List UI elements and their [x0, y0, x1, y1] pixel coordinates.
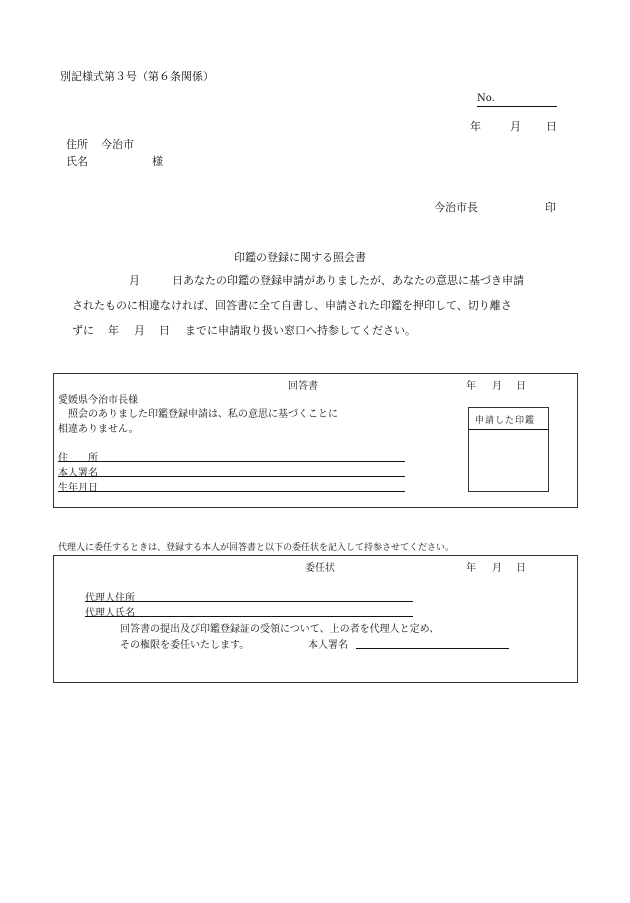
inquiry-line2: されたものに相違なければ、回答書に全て自書し、申請された印鑑を押印して、切り離さ	[72, 299, 512, 312]
proxy-form	[53, 555, 578, 683]
reply-addressee: 愛媛県今治市長様	[58, 395, 138, 406]
proxy-note: 代理人に委任するときは、登録する本人が回答書と以下の委任状を記入して持参させてください。	[58, 543, 455, 553]
proxy-date-month: 月	[492, 563, 502, 574]
proxy-signature-line	[356, 648, 509, 649]
recipient-address-label: 住所	[66, 138, 88, 151]
reply-field-address: 住 所	[58, 453, 98, 464]
reply-title: 回答書	[288, 381, 318, 392]
proxy-principal-signature: 本人署名	[308, 640, 348, 651]
reply-statement-line1: 照会のありました印鑑登録申請は、私の意思に基づくことに	[68, 409, 338, 420]
proxy-statement-line2: その権限を委任いたします。	[120, 640, 250, 651]
proxy-agent-address-line	[85, 601, 413, 602]
form-number: 別記様式第３号（第６条関係）	[60, 70, 214, 83]
reply-birthdate-line	[58, 491, 405, 492]
inquiry-line1: 日あなたの印鑑の登録申請がありましたが、あなたの意思に基づき申請	[172, 274, 524, 287]
recipient-address-value: 今治市	[101, 138, 134, 151]
reply-field-signature: 本人署名	[58, 468, 98, 479]
seal-box-label: 申請した印鑑	[475, 416, 536, 426]
proxy-date-day: 日	[516, 563, 526, 574]
reply-date-day: 日	[516, 381, 526, 392]
sender-title: 今治市長	[434, 201, 478, 214]
inquiry-day: 日	[159, 324, 170, 337]
header-date-month: 月	[510, 120, 521, 133]
reply-signature-line	[58, 476, 405, 477]
no-label: No.	[477, 93, 495, 104]
proxy-title: 委任状	[305, 563, 335, 574]
inquiry-month-2: 月	[134, 324, 145, 337]
header-date-day: 日	[546, 120, 557, 133]
inquiry-month: 月	[129, 274, 140, 287]
proxy-statement-line1: 回答書の提出及び印鑑登録証の受領について、上の者を代理人と定め、	[120, 624, 440, 635]
reply-statement-line2: 相違ありません。	[58, 424, 139, 435]
document-number-line	[477, 106, 557, 107]
inquiry-line3-rest: までに申請取り扱い窓口へ持参してください。	[185, 324, 416, 337]
document-number	[477, 93, 557, 104]
reply-address-line	[58, 461, 405, 462]
inquiry-line3-start: ずに	[72, 324, 94, 337]
recipient-name-label: 氏名	[66, 155, 88, 168]
sender-seal: 印	[545, 201, 556, 214]
proxy-agent-name-line	[85, 616, 413, 617]
inquiry-year: 年	[108, 324, 119, 337]
reply-field-birthdate: 生年月日	[58, 483, 98, 494]
reply-date-month: 月	[492, 381, 502, 392]
seal-box-divider	[468, 429, 549, 430]
proxy-agent-name: 代理人氏名	[85, 608, 135, 619]
proxy-agent-address: 代理人住所	[85, 593, 135, 604]
header-date-year: 年	[470, 120, 481, 133]
recipient-honorific: 様	[152, 155, 163, 168]
proxy-date-year: 年	[466, 563, 476, 574]
inquiry-title: 印鑑の登録に関する照会書	[234, 251, 366, 264]
reply-date-year: 年	[466, 381, 476, 392]
